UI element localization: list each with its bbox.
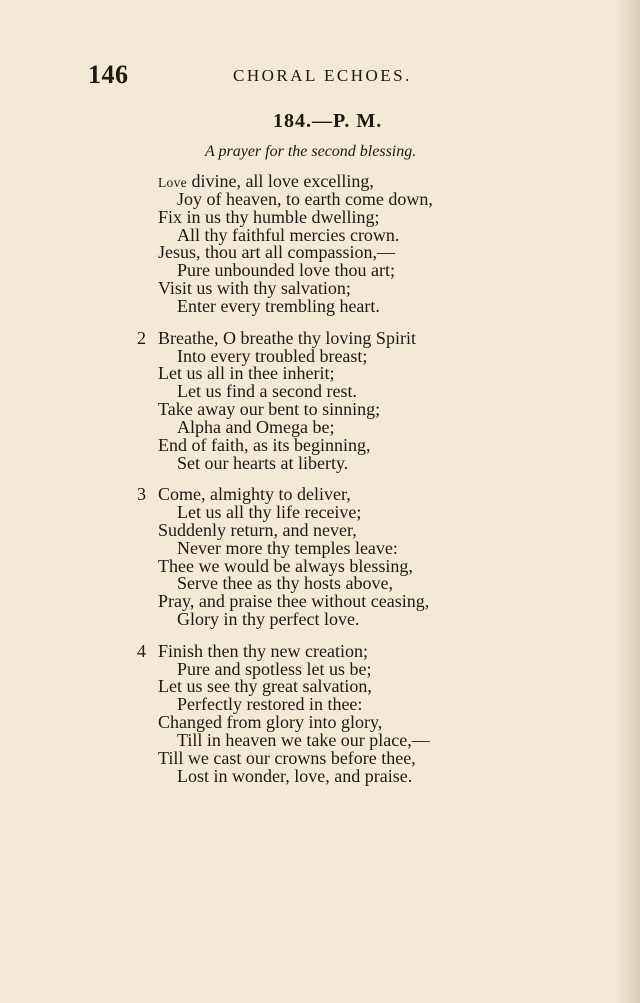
stanza-line: Into every troubled breast; (177, 346, 368, 366)
stanza-line: Thee we would be always blessing, (158, 556, 413, 576)
stanza-line: Set our hearts at liberty. (177, 453, 349, 473)
stanza-line: Joy of heaven, to earth come down, (177, 189, 433, 209)
stanza-number: 3 (137, 484, 146, 504)
stanza-line: Finish then thy new creation; (158, 641, 368, 661)
stanza-line: Let us all thy life receive; (177, 502, 362, 522)
stanza-line: Never more thy temples leave: (177, 538, 398, 558)
stanza-line: Pure unbounded love thou art; (177, 260, 395, 280)
stanza-line: Take away our bent to sinning; (158, 399, 381, 419)
stanza-line: Pray, and praise thee without ceasing, (158, 591, 430, 611)
stanza-number: 2 (137, 328, 146, 348)
stanza-line: Perfectly restored in thee: (177, 694, 363, 714)
page-edge-shadow (614, 0, 640, 1003)
running-head: CHORAL ECHOES. (233, 66, 412, 85)
stanza-line: Let us all in thee inherit; (158, 363, 335, 383)
page-number: 146 (88, 60, 129, 89)
hymn-number: 184.—P. M. (273, 110, 383, 132)
stanza-line: Changed from glory into glory, (158, 712, 383, 732)
stanza-line: Suddenly return, and never, (158, 520, 357, 540)
stanza-line: Let us see thy great salvation, (158, 676, 372, 696)
hymn-subtitle: A prayer for the second blessing. (205, 143, 417, 160)
stanza-line: Serve thee as thy hosts above, (177, 573, 393, 593)
stanza-line: Till in heaven we take our place,— (177, 730, 430, 750)
stanza-line: Enter every trembling heart. (177, 296, 380, 316)
drop-word: Love (158, 175, 187, 190)
stanza-line: Breathe, O breathe thy loving Spirit (158, 328, 416, 348)
stanza-line: Glory in thy perfect love. (177, 609, 360, 629)
stanza-line: Alpha and Omega be; (177, 417, 335, 437)
stanza-line: Let us find a second rest. (177, 381, 357, 401)
stanza-line: Come, almighty to deliver, (158, 484, 351, 504)
stanza-number: 4 (137, 641, 146, 661)
stanza-line: End of faith, as its beginning, (158, 435, 371, 455)
stanza-line: Pure and spotless let us be; (177, 659, 372, 679)
stanza-line: Love divine, all love excelling, (158, 171, 374, 191)
stanza-line: Fix in us thy humble dwelling; (158, 207, 380, 227)
stanza-line: Visit us with thy salvation; (158, 278, 351, 298)
stanza-line: Till we cast our crowns before thee, (158, 748, 416, 768)
stanza-line: Jesus, thou art all compassion,— (158, 242, 395, 262)
stanza-line: All thy faithful mercies crown. (177, 225, 400, 245)
stanza-line: Lost in wonder, love, and praise. (177, 766, 413, 786)
